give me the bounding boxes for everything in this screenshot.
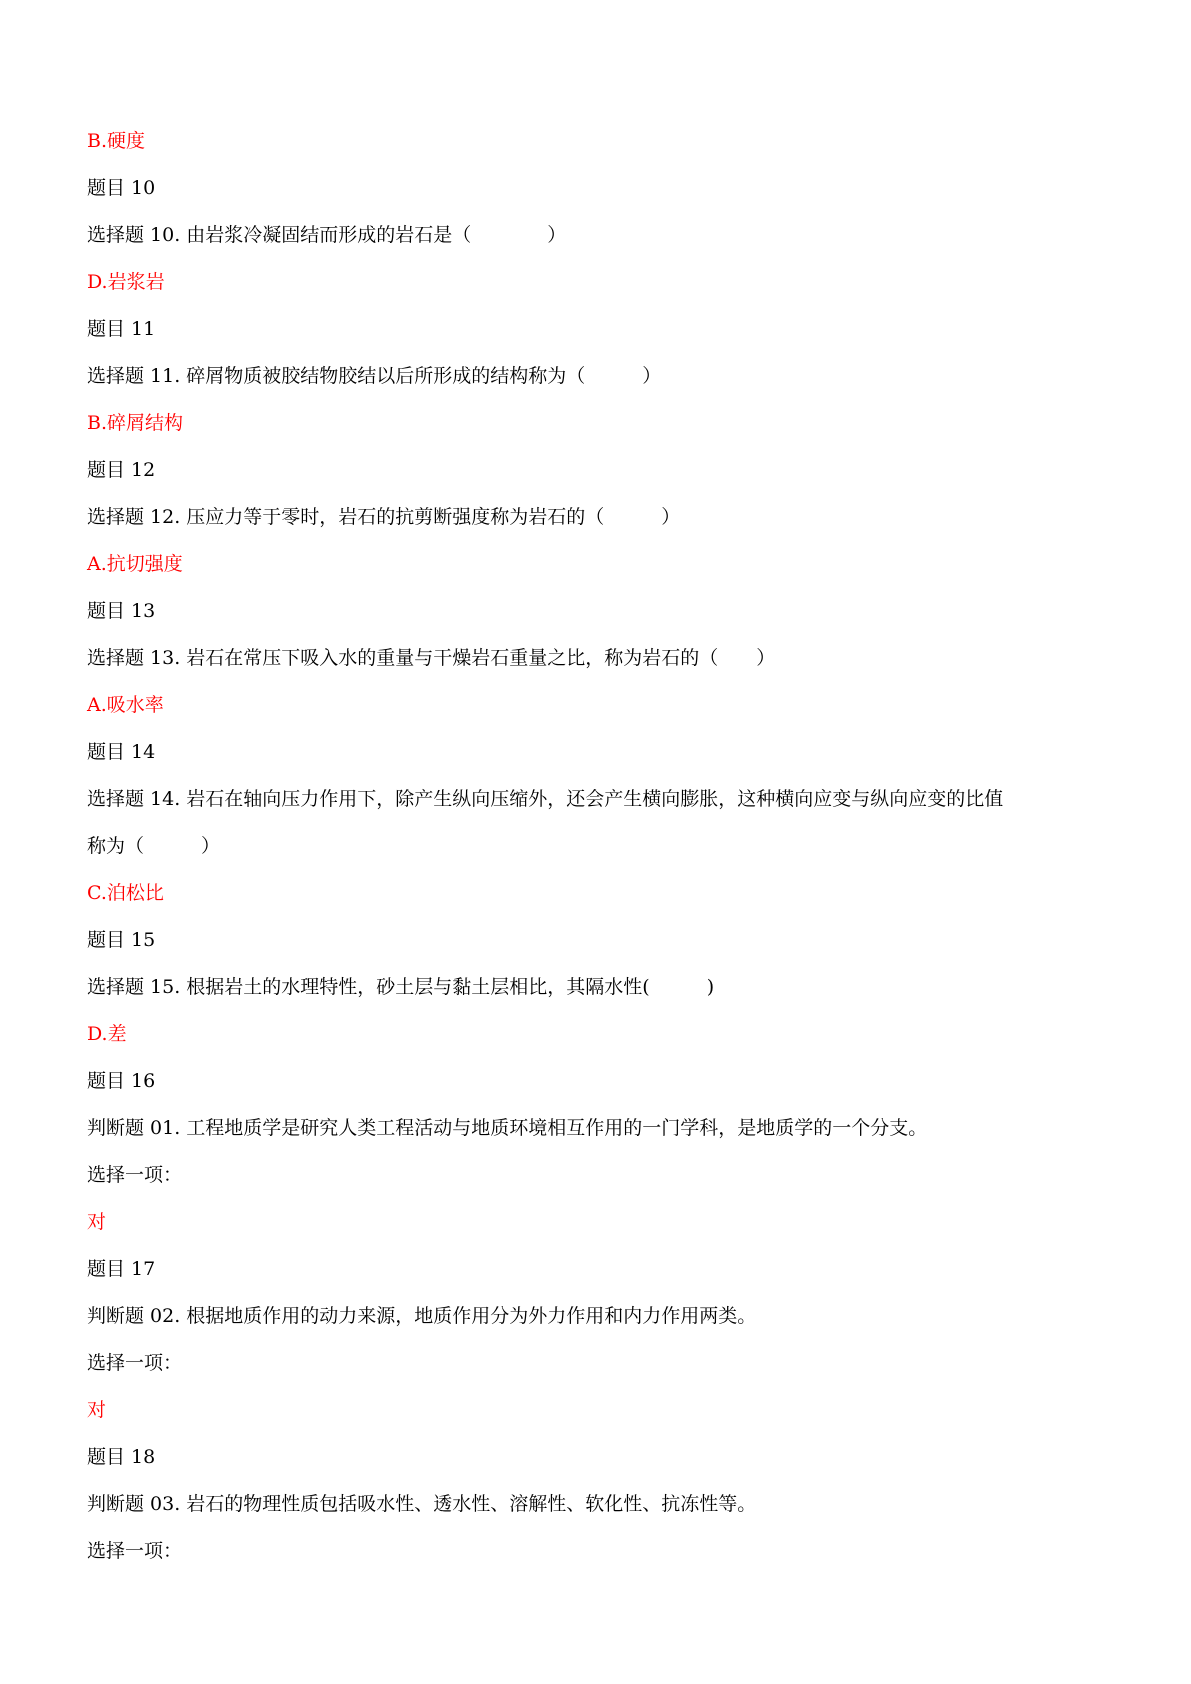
question-heading: 题目 14 [87,741,156,763]
answer-line: 对 [87,1211,107,1233]
answer-line: D.差 [87,1023,127,1045]
question-heading: 题目 17 [87,1258,156,1280]
question-heading: 题目 16 [87,1070,156,1092]
choice-prompt: 选择一项： [87,1164,183,1186]
question-text: 选择题 14. 岩石在轴向压力作用下，除产生纵向压缩外，还会产生横向膨胀，这种横向应变与纵向应变的比值 [87,788,1004,810]
question-heading: 题目 15 [87,929,156,951]
question-text: 判断题 01. 工程地质学是研究人类工程活动与地质环境相互作用的一门学科，是地质学的一个分支。 [87,1117,928,1139]
question-text: 选择题 13. 岩石在常压下吸入水的重量与干燥岩石重量之比，称为岩石的（ ） [87,647,776,669]
answer-line: B.碎屑结构 [87,412,184,434]
question-text: 选择题 15. 根据岩土的水理特性，砂土层与黏土层相比，其隔水性( ) [87,976,715,998]
document-page [87,118,1117,1575]
question-heading: 题目 10 [87,177,156,199]
question-heading: 题目 13 [87,600,156,622]
answer-line: A.吸水率 [87,694,164,716]
question-heading: 题目 12 [87,459,156,481]
answer-line: A.抗切强度 [87,553,183,575]
question-text-continuation: 称为（ ） [87,835,221,857]
answer-line: B.硬度 [87,130,146,152]
question-text: 判断题 02. 根据地质作用的动力来源，地质作用分为外力作用和内力作用两类。 [87,1305,757,1327]
question-text: 选择题 12. 压应力等于零时，岩石的抗剪断强度称为岩石的（ ） [87,506,681,528]
question-text: 选择题 11. 碎屑物质被胶结物胶结以后所形成的结构称为（ ） [87,365,662,387]
answer-line: 对 [87,1399,107,1421]
question-text: 选择题 10. 由岩浆冷凝固结而形成的岩石是（ ） [87,224,567,246]
question-heading: 题目 11 [87,318,156,340]
choice-prompt: 选择一项： [87,1352,183,1374]
answer-line: D.岩浆岩 [87,271,165,293]
question-heading: 题目 18 [87,1446,156,1468]
answer-line: C.泊松比 [87,882,164,904]
choice-prompt: 选择一项： [87,1540,183,1562]
question-text: 判断题 03. 岩石的物理性质包括吸水性、透水性、溶解性、软化性、抗冻性等。 [87,1493,757,1515]
